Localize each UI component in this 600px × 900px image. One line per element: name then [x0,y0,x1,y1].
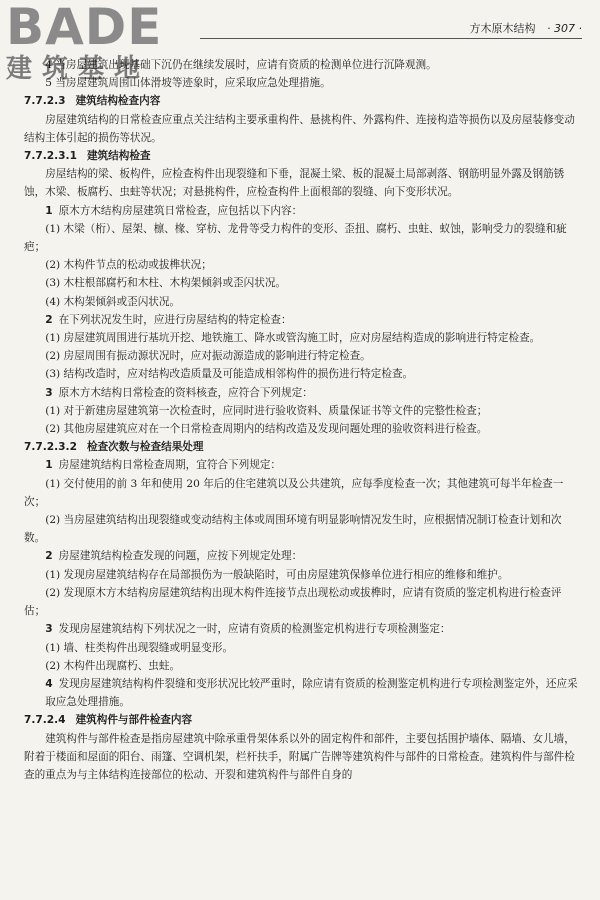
paragraph: (2) 房屋周围有振动源状况时，应对振动源造成的影响进行特定检查。 [45,350,371,363]
item-number: 2 [45,313,53,326]
paragraph: 房屋建筑结构的日常检查应重点关注结构主要承重构件、悬挑构件、外露构件、连接构造等损伤以及房屋装修变动结构主体引起的损伤等状况。 [24,113,575,144]
section-number: 7.7.2.4 [24,714,66,727]
paragraph: (2) 木构件节点的松动或拔榫状况； [45,259,212,272]
paragraph: (3) 结构改造时，应对结构改造质量及可能造成相邻构件的损伤进行特定检查。 [45,368,414,381]
section-title: 建筑结构检查 [86,150,151,163]
item-number: 4 [45,677,53,690]
paragraph: 房屋结构的梁、板构件，应检查构件出现裂缝和下垂，混凝土梁、板的混凝土局部剥落、钢筋明显外露及钢筋锈蚀，木梁、板腐朽、虫蛀等状况；对悬挑构件，应检查构件上面根部的裂缝、向下变形状况。 [24,168,565,199]
paragraph: (4) 木构架倾斜或歪闪状况。 [45,295,181,308]
paragraph: (1) 发现房屋建筑结构存在局部损伤为一般缺陷时，可由房屋建筑保修单位进行相应的维修和维护。 [45,568,509,581]
logo-wordmark: BADE [6,0,163,56]
logo-subtitle: 建筑基地 [6,54,151,84]
section-number: 7.7.2.3.1 [24,150,77,163]
section-number: 7.7.2.3 [24,95,66,108]
item-text: 原木方木结构日常检查的资料核查，应符合下列规定： [58,386,313,399]
item-number: 3 [45,386,53,399]
running-title: 方木原木结构 [469,22,536,35]
item-number: 1 [45,459,53,472]
paragraph: (2) 发现原木方木结构房屋建筑结构出现木构件连接节点出现松动或拔榫时，应请有资质的鉴定机构进行检查评估； [24,586,562,618]
section-title: 建筑构件与部件检查内容 [75,714,193,727]
section-heading [24,92,580,110]
running-header [470,20,582,36]
paragraph: (2) 其他房屋建筑应对在一个日常检查周期内的结构改造及发现问题处理的验收资料进行检查。 [45,423,488,436]
section-title: 检查次数与检查结果处理 [86,441,204,454]
item-text: 原木方木结构房屋建筑日常检查，应包括以下内容： [58,204,303,217]
paragraph: 5 当房屋建筑周围山体滑坡等迹象时，应采取应急处理措施。 [45,77,331,90]
paragraph: (1) 木梁（桁）、屋架、檩、椽、穿枋、龙骨等受力构件的变形、歪扭、腐朽、虫蛀、蚁蚀，影响受力的裂缝和疵疤； [24,222,567,254]
numbered-item [24,547,580,565]
page-number: · 307 · [547,22,582,35]
section-number: 7.7.2.3.2 [24,441,77,454]
section-title: 建筑结构检查内容 [75,95,161,108]
paragraph: 4 当房屋建筑出现基础下沉仍在继续发展时，应请有资质的检测单位进行沉降观测。 [45,59,437,71]
item-number: 1 [45,204,53,217]
section-heading [24,711,580,729]
numbered-item [24,620,580,638]
numbered-item [24,675,580,711]
page-body [24,56,580,784]
header-rule [200,38,582,39]
item-text: 发现房屋建筑结构下列状况之一时，应请有资质的检测鉴定机构进行专项检测鉴定： [58,623,451,636]
paragraph: (2) 木构件出现腐朽、虫蛀。 [45,659,181,672]
paragraph: (1) 对于新建房屋建筑第一次检查时，应同时进行验收资料、质量保证书等文件的完整性检查； [45,404,488,417]
item-text: 房屋建筑结构检查发现的问题，应按下列规定处理： [58,550,303,563]
paragraph: (3) 木柱根部腐朽和木柱、木构架倾斜或歪闪状况。 [45,277,287,290]
numbered-item [24,456,580,474]
paragraph: (1) 墙、柱类构件出现裂缝或明显变形。 [45,641,234,654]
paragraph: 建筑构件与部件检查是指房屋建筑中除承重骨架体系以外的固定构件和部件，主要包括围护墙体、隔墙、女儿墙，附着于楼面和屋面的阳台、雨篷、空调机架，栏杆扶手，附属广告牌等建筑构件与部件的日常检查。建筑构件与部件检查的重点为与主体结构连接部位的松动、开裂和建筑构件与部件自身的 [24,732,575,781]
item-number: 2 [45,550,53,563]
numbered-item [24,311,580,329]
numbered-item [24,202,580,220]
paragraph: (2) 当房屋建筑结构出现裂缝或变动结构主体或周围环境有明显影响情况发生时，应根据情况制订检查计划和次数。 [24,514,562,545]
section-heading [24,438,580,456]
item-text: 房屋建筑结构日常检查周期，宜符合下列规定： [58,459,282,472]
item-number: 3 [45,623,53,636]
item-text: 在下列状况发生时，应进行房屋结构的特定检查： [58,313,292,326]
paragraph: (1) 交付使用的前 3 年和使用 20 年后的住宅建筑以及公共建筑，应每季度检查一次；其他建筑可每半年检查一次； [24,477,564,508]
numbered-item [24,384,580,402]
paragraph: (1) 房屋建筑周围进行基坑开挖、地铁施工、降水或管沟施工时，应对房屋结构造成的影响进行特定检查。 [45,332,541,345]
section-heading [24,147,580,165]
item-text: 发现房屋建筑结构构件裂缝和变形状况比较严重时，除应请有资质的检测鉴定机构进行专项检测鉴定外，还应采取应急处理措施。 [45,677,578,709]
